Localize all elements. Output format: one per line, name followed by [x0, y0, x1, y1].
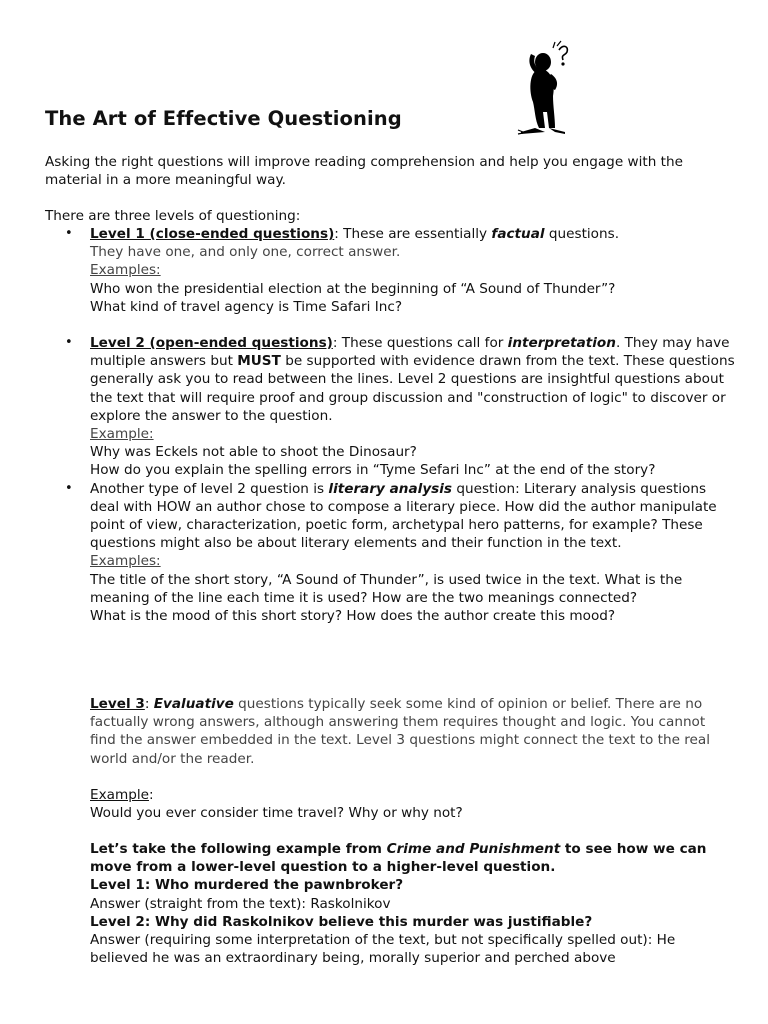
crime-question-1: Level 1: Who murdered the pawnbroker? — [90, 877, 404, 894]
level-3-emphasis: Evaluative — [153, 696, 234, 712]
literary-examples-label: Examples: — [90, 553, 161, 570]
literary-example: What is the mood of this short story? How does the author create this mood? — [90, 608, 616, 625]
level-1-emphasis: factual — [491, 226, 545, 242]
level-3-example-colon: : — [148, 787, 154, 803]
crime-question-2: Level 2: Why did Raskolnikov believe this murder was justifiable? — [90, 913, 593, 930]
level-3-section — [90, 695, 735, 768]
level-1-text-end: questions. — [544, 226, 620, 242]
literary-text-b: question: Literary analysis questions deal with HOW an author chose to compose a literary piece. How did the author manipulate point of view, characterization, poetic form, archetypal hero patterns, for example? These questions might also be about literary elements and their function in the text. — [90, 480, 717, 552]
thinking-man-clipart-icon — [515, 40, 577, 136]
literary-text: Another type of level 2 question is — [90, 480, 329, 497]
level-2-emphasis: interpretation — [507, 335, 616, 352]
crime-section — [90, 840, 735, 967]
level-2-heading: Level 2 (open-ended questions) — [90, 335, 333, 352]
crime-book-title: Crime and Punishment — [386, 841, 561, 857]
list-item-level-1 — [45, 225, 735, 334]
level-1-heading: Level 1 (close-ended questions) — [90, 226, 335, 242]
level-2-must: MUST — [237, 353, 281, 370]
levels-lead: There are three levels of questioning: — [45, 208, 301, 224]
crime-answer-1: Answer (straight from the text): Raskolnikov — [90, 895, 391, 912]
level-3-colon: : — [144, 696, 154, 712]
list-item-level-2 — [45, 334, 735, 480]
level-3-text: questions typically seek some kind of opinion or belief. There are no factually wrong answers, although answering them requires thought and logic. You cannot find the answer embedded in the text. Level 3 questions might connect the text to the real world and/or the reader. — [90, 696, 711, 767]
literary-example: The title of the short story, “A Sound of Thunder”, is used twice in the text. What is the meaning of the line each time it is used? How are the two meanings connected? — [90, 571, 683, 606]
level-2-example: Why was Eckels not able to shoot the Dinosaur? — [90, 444, 417, 461]
level-1-examples-label: Examples: — [90, 262, 161, 279]
bullet-dot-icon: • — [65, 226, 73, 241]
level-2-text: : These questions call for — [332, 335, 508, 352]
level-1-example: Who won the presidential election at the beginning of “A Sound of Thunder”? — [90, 280, 616, 297]
literary-emphasis: literary analysis — [328, 480, 453, 497]
level-3-heading: Level 3 — [90, 696, 145, 712]
page-title: The Art of Effective Questioning — [45, 107, 402, 130]
crime-answer-2: Answer (requiring some interpretation of the text, but not specifically spelled out): He believed he was an extraordinary being, morally superior and perched above — [90, 932, 676, 967]
level-2-text-b: . They may have multiple answers but — [90, 335, 730, 370]
level-2-example-label: Example: — [90, 426, 154, 443]
level-1-example: What kind of travel agency is Time Safari Inc? — [90, 298, 403, 315]
level-3-example-label: Example — [90, 787, 149, 803]
level-2-example: How do you explain the spelling errors in “Tyme Sefari Inc” at the end of the story? — [90, 462, 656, 479]
level-1-line2: They have one, and only one, correct answer. — [90, 244, 401, 261]
bullet-dot-icon: • — [65, 480, 73, 496]
crime-lead-end: to see how we can move from a lower-level question to a higher-level question. — [90, 841, 707, 876]
intro-paragraph: Asking the right questions will improve reading comprehension and help you engage with the material in a more meaningful way. — [45, 154, 683, 189]
levels-list — [45, 225, 735, 625]
level-3-example: Would you ever consider time travel? Why or why not? — [90, 805, 463, 822]
level-2-text-c: be supported with evidence drawn from the text. These questions generally ask you to read between the lines. Level 2 questions are insightful questions about the text that will require proof and group discussion and "construction of logic" to discover or explore the answer to the question. — [90, 353, 735, 424]
bullet-dot-icon: • — [65, 335, 73, 351]
crime-lead: Let’s take the following example from — [90, 841, 387, 857]
level-3-example-block — [90, 786, 735, 822]
list-item-level-2-literary — [45, 480, 735, 626]
level-1-text: : These are essentially — [334, 226, 492, 242]
